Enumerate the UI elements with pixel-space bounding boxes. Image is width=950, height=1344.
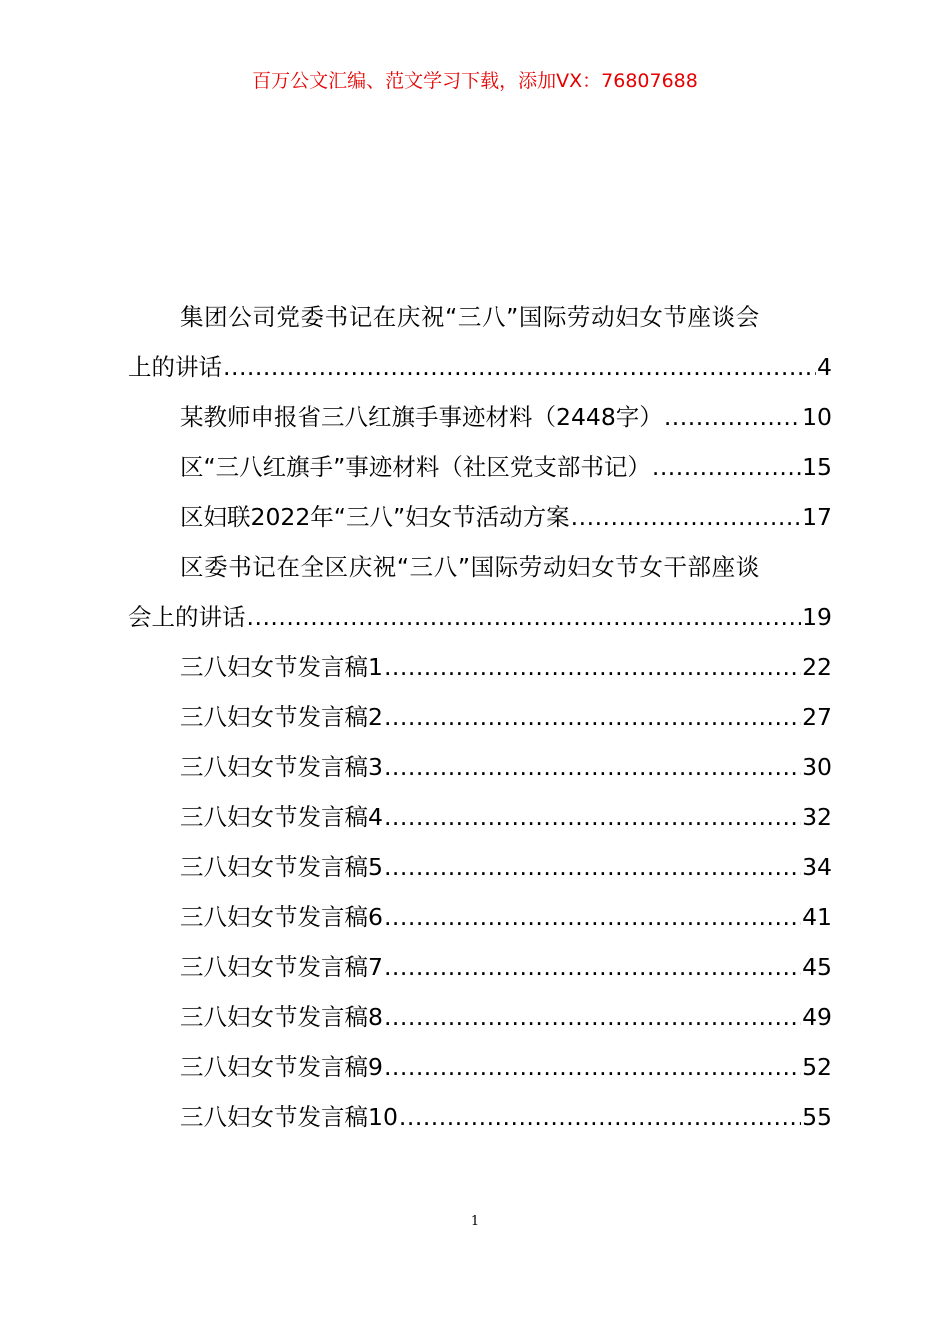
- toc-entry-4[interactable]: [128, 492, 832, 542]
- toc-entry-title: 三八妇女节发言稿5: [180, 853, 383, 881]
- toc-entry-title: 三八妇女节发言稿2: [180, 703, 383, 731]
- toc-entry-title: 某教师申报省三八红旗手事迹材料（2448字）: [180, 403, 663, 431]
- toc-leader-dots: [652, 442, 801, 492]
- toc-entry-title: 三八妇女节发言稿4: [180, 803, 383, 831]
- toc-entry-title: 三八妇女节发言稿9: [180, 1053, 383, 1081]
- toc-entry-title: 三八妇女节发言稿7: [180, 953, 383, 981]
- toc-entry-6[interactable]: [128, 642, 832, 692]
- toc-entry-3[interactable]: [128, 442, 832, 492]
- toc-entry-page: 34: [802, 853, 832, 881]
- toc-entry-page: 52: [802, 1053, 832, 1081]
- toc-entry-title: 三八妇女节发言稿8: [180, 1003, 383, 1031]
- toc-leader-dots: [399, 1092, 801, 1142]
- toc-entry-15[interactable]: [128, 1092, 832, 1142]
- toc-entry-title: 三八妇女节发言稿3: [180, 753, 383, 781]
- toc-leader-dots: [384, 642, 801, 692]
- toc-leader-dots: [247, 592, 802, 642]
- toc-entry-page: 27: [802, 703, 832, 731]
- toc-leader-dots: [384, 742, 801, 792]
- toc-entry-page: 4: [817, 353, 832, 381]
- page-number: 1: [470, 1214, 480, 1229]
- toc-leader-dots: [384, 992, 801, 1042]
- toc-entry-12[interactable]: [128, 942, 832, 992]
- toc-entry-page: 45: [802, 953, 832, 981]
- toc-entry-title: 三八妇女节发言稿6: [180, 903, 383, 931]
- toc-entry-2[interactable]: [128, 392, 832, 442]
- toc-entry-5-line1[interactable]: 区委书记在全区庆祝“三八”国际劳动妇女节女干部座谈: [180, 553, 760, 581]
- toc-entry-title: 三八妇女节发言稿1: [180, 653, 383, 681]
- toc-leader-dots: [571, 492, 801, 542]
- toc-entry-page: 22: [802, 653, 832, 681]
- toc-entry-page: 41: [802, 903, 832, 931]
- toc-leader-dots: [384, 942, 801, 992]
- toc-entry-title: 会上的讲话: [128, 603, 246, 631]
- header-notice: 百万公文汇编、范文学习下载，添加VX：76807688: [252, 70, 698, 92]
- toc-entry-page: 49: [802, 1003, 832, 1031]
- toc-leader-dots: [384, 1042, 801, 1092]
- table-of-contents: [128, 292, 832, 1142]
- toc-entry-page: 32: [802, 803, 832, 831]
- toc-entry-page: 10: [802, 403, 832, 431]
- toc-entry-13[interactable]: [128, 992, 832, 1042]
- toc-leader-dots: [384, 692, 801, 742]
- toc-entry-title: 上的讲话: [128, 353, 222, 381]
- toc-entry-1-line2[interactable]: [128, 342, 832, 392]
- toc-entry-page: 17: [802, 503, 832, 531]
- toc-entry-page: 30: [802, 753, 832, 781]
- toc-entry-7[interactable]: [128, 692, 832, 742]
- toc-leader-dots: [384, 842, 801, 892]
- toc-leader-dots: [223, 342, 816, 392]
- toc-entry-page: 19: [802, 603, 832, 631]
- toc-entry-9[interactable]: [128, 792, 832, 842]
- toc-entry-8[interactable]: [128, 742, 832, 792]
- toc-leader-dots: [664, 392, 801, 442]
- toc-entry-title: 区妇联2022年“三八”妇女节活动方案: [180, 503, 570, 531]
- toc-entry-1-line1[interactable]: 集团公司党委书记在庆祝“三八”国际劳动妇女节座谈会: [180, 303, 760, 331]
- toc-entry-title: 区“三八红旗手”事迹材料（社区党支部书记）: [180, 453, 651, 481]
- toc-entry-10[interactable]: [128, 842, 832, 892]
- toc-leader-dots: [384, 892, 801, 942]
- toc-entry-14[interactable]: [128, 1042, 832, 1092]
- toc-entry-5-line2[interactable]: [128, 592, 832, 642]
- toc-entry-title: 三八妇女节发言稿10: [180, 1103, 398, 1131]
- toc-entry-page: 55: [802, 1103, 832, 1131]
- toc-entry-page: 15: [802, 453, 832, 481]
- toc-entry-11[interactable]: [128, 892, 832, 942]
- toc-leader-dots: [384, 792, 801, 842]
